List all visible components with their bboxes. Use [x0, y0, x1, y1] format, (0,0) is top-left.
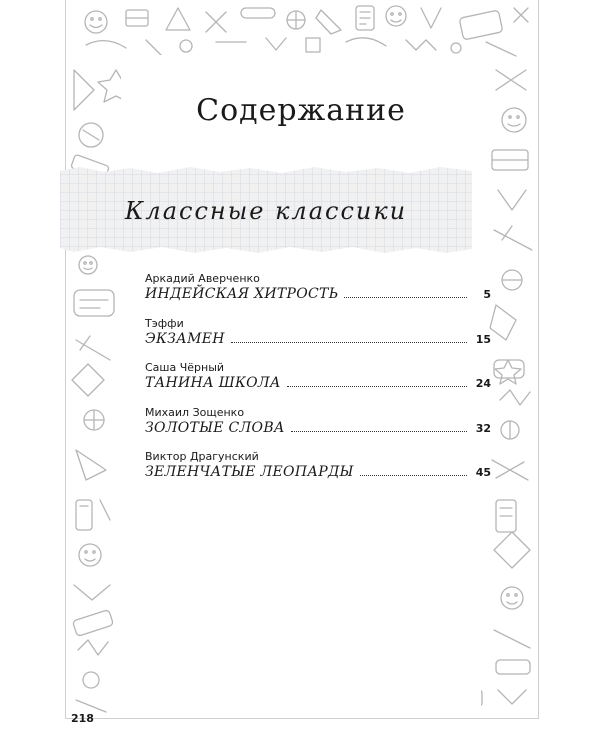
author-name: Виктор Драгунский — [145, 450, 259, 463]
page-folio: 218 — [71, 712, 94, 725]
toc-list — [145, 272, 491, 495]
work-title: ЭКЗАМЕН — [145, 330, 225, 347]
page-number: 5 — [483, 288, 491, 301]
page-number: 45 — [475, 466, 491, 479]
leader-dots — [287, 385, 467, 387]
title-line — [145, 286, 491, 308]
title-line — [145, 331, 491, 353]
leader-dots — [291, 430, 467, 432]
page-number: 15 — [475, 332, 491, 346]
toc-entry[interactable] — [145, 317, 491, 362]
author-name: Михаил Зощенко — [145, 405, 245, 419]
title-line — [145, 420, 491, 442]
author-name: Аркадий Аверченко — [145, 272, 260, 285]
leader-dots — [231, 341, 467, 343]
page-number: 32 — [475, 421, 491, 435]
section-title: Классные классики — [124, 197, 408, 225]
work-title: ИНДЕЙСКАЯ ХИТРОСТЬ — [145, 286, 339, 302]
title-line — [145, 464, 491, 486]
title-line — [145, 375, 491, 397]
toc-entry[interactable] — [145, 361, 491, 406]
page-number: 24 — [475, 377, 491, 390]
section-banner — [60, 165, 532, 255]
work-title: ЗОЛОТЫЕ СЛОВА — [145, 419, 285, 436]
author-name: Тэффи — [145, 316, 184, 330]
leader-dots — [344, 296, 467, 298]
work-title: ТАНИНА ШКОЛА — [145, 375, 281, 391]
work-title: ЗЕЛЕНЧАТЫЕ ЛЕОПАРДЫ — [145, 464, 354, 480]
toc-entry[interactable] — [145, 272, 491, 317]
toc-entry[interactable] — [145, 450, 491, 495]
leader-dots — [360, 474, 467, 476]
author-name: Саша Чёрный — [145, 361, 225, 374]
toc-heading: Содержание — [196, 93, 406, 128]
toc-entry[interactable] — [145, 406, 491, 451]
